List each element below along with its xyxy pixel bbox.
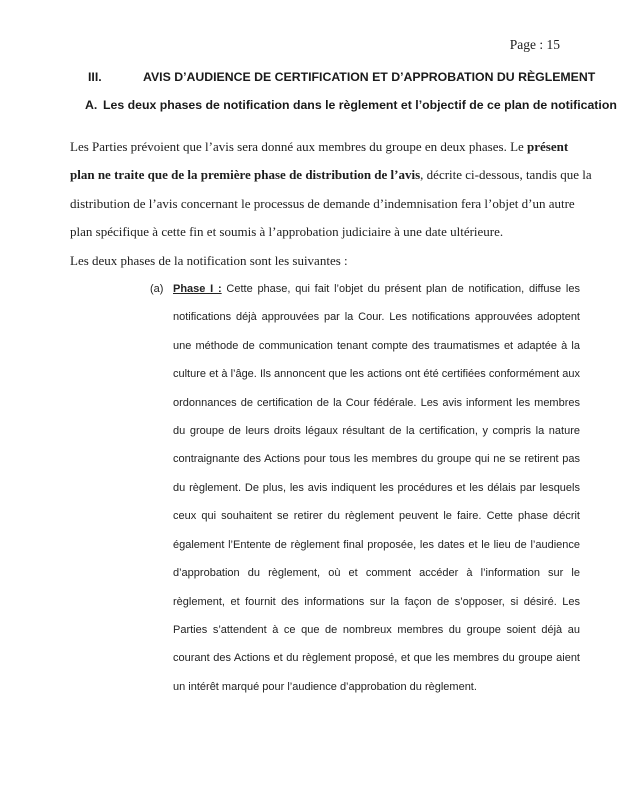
intro-paragraph-end: , décrite ci-dessous, tandis que la distribution de l’avis concernant le processus de demande d’indemnisation fera l’objet d’un autre plan spécifique à cette fin et soumis à l’approbation judiciaire à une date ultérieure. [70,167,592,240]
document-body [70,133,594,701]
phases-lead-in: Les deux phases de la notification sont les suivantes : [70,252,348,268]
page-number: Page : 15 [509,37,560,52]
phase-1-text: Cette phase, qui fait l’objet du présent plan de notification, diffuse les notifications déjà approuvées par la Cour. Les notifications approuvées adoptent une méthode de communication tenant compte des traumatismes et adaptée à la culture et à l’âge. Ils annoncent que les actions ont été certifiées conformément aux ordonnances de certification de la Cour fédérale. Les avis informent les membres du groupe de leurs droits légaux résultant de la certification, y compris la nature contraignante des Actions pour tous les membres du groupe qui ne se retirent pas du règlement. De plus, les avis indiquent les procédures et les délais par lesquels ceux qui souhaitent se retirer du règlement peuvent le faire. Cette phase décrit également l’Entente de règlement final proposée, les dates et le lieu de l’audience d’approbation du règlement, où et comment accéder à l’information sur le règlement, et fournit des informations sur la façon de s’opposer, si désiré. Les Parties s’attendent à ce que de nombreux membres du groupe soient déjà au courant des Actions et du règlement proposé, et que les membres du groupe aient un intérêt marqué pour l’audience d’approbation du règlement. [173,283,580,693]
intro-paragraph-start: Les Parties prévoient que l’avis sera donné aux membres du groupe en deux phases. Le [70,139,528,154]
section-number: III. [88,70,102,84]
intro-paragraph-bold: présent plan ne traite que de la première phase de distribution de l’avis [70,139,569,183]
section-title: AVIS D’AUDIENCE DE CERTIFICATION ET D’APPROBATION DU RÈGLEMENT [143,70,596,84]
list-item-marker: (a) [150,283,164,296]
subsection-heading [85,98,617,113]
section-heading [88,70,595,85]
subsection-title: Les deux phases de notification dans le règlement et l’objectif de ce plan de notification [103,98,617,112]
intro-paragraph [70,133,594,247]
phase-1-paragraph [173,275,580,701]
phase-1-label: Phase I : [173,283,222,296]
list-item-phase-1 [150,275,580,701]
subsection-letter: A. [85,98,98,112]
